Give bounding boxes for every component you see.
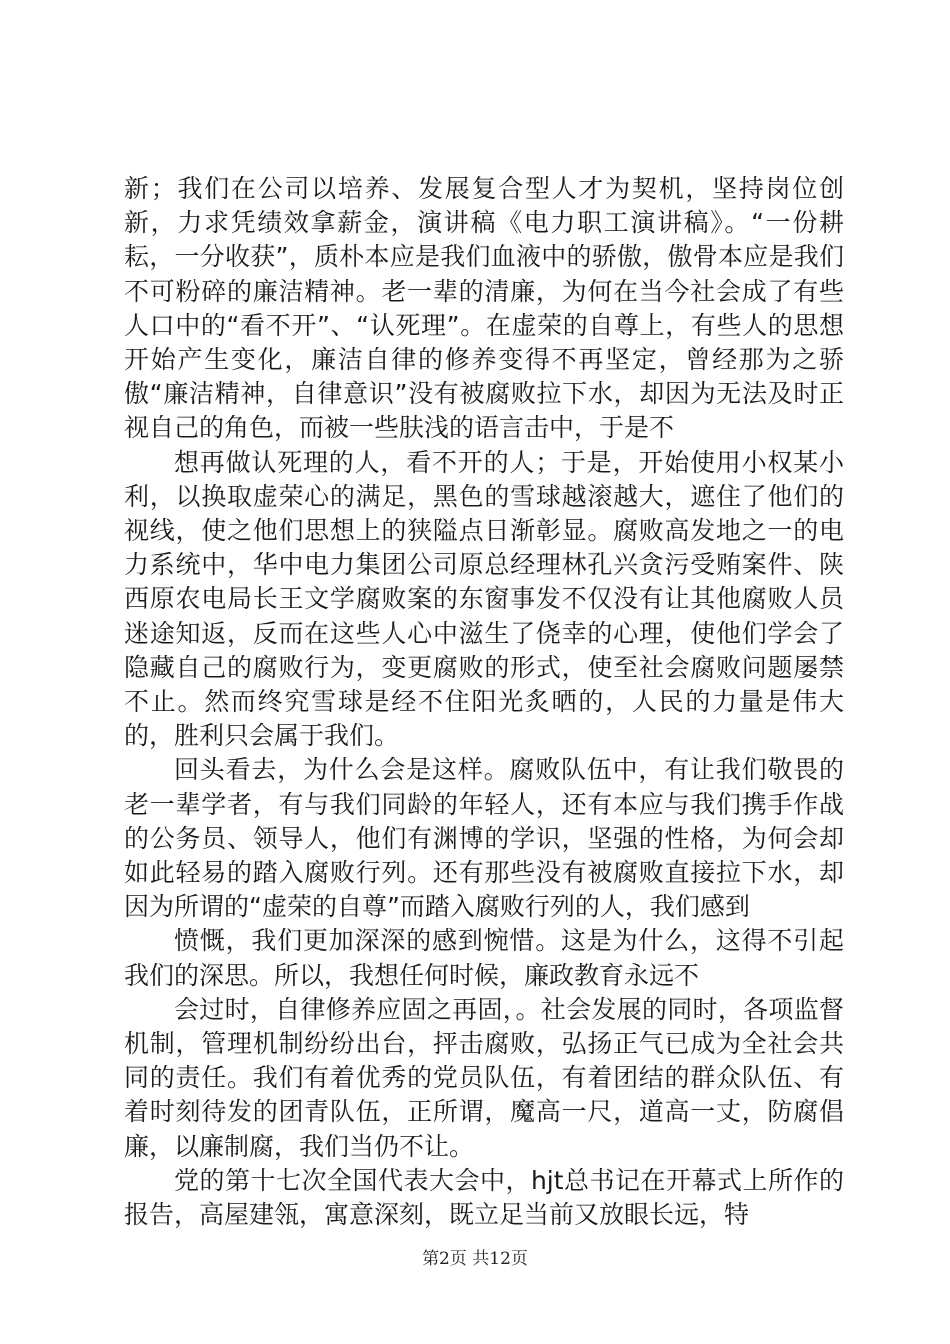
paragraph-4: 愤慨，我们更加深深的感到惋惜。这是为什么，这得不引起我们的深思。所以，我想任何时候，廉政教育永远不	[124, 926, 844, 990]
paragraph-6: 党的第十七次全国代表大会中，hjt总书记在开幕式上所作的报告，高屋建瓴，寓意深刻，既立足当前又放眼长远，特	[124, 1165, 844, 1230]
document-body	[124, 172, 844, 1232]
paragraph-2: 想再做认死理的人，看不开的人；于是，开始使用小权某小利，以换取虚荣心的满足，黑色的雪球越滚越大，遮住了他们的视线，使之他们思想上的狭隘点日渐彰显。腐败高发地之一的电力系统中，华中电力集团公司原总经理林孔兴贪污受贿案件、陕西原农电局长王文学腐败案的东窗事发不仅没有让其他腐败人员迷途知返，反而在这些人心中滋生了侥幸的心理，使他们学会了隐藏自己的腐败行为，变更腐败的形式，使至社会腐败问题屡禁不止。然而终究雪球是经不住阳光炙晒的，人民的力量是伟大的，胜利只会属于我们。	[124, 447, 844, 751]
paragraph-3: 回头看去，为什么会是这样。腐败队伍中，有让我们敬畏的老一辈学者，有与我们同龄的年轻人，还有本应与我们携手作战的公务员、领导人，他们有渊博的学识，坚强的性格，为何会却如此轻易的踏入腐败行列。还有那些没有被腐败直接拉下水，却因为所谓的“虚荣的自尊”而踏入腐败行列的人，我们感到	[124, 755, 844, 922]
page-number-footer: 第2页 共12页	[422, 1249, 528, 1269]
paragraph-5: 会过时，自律修养应固之再固，。社会发展的同时，各项监督机制，管理机制纷纷出台，抨击腐败，弘扬正气已成为全社会共同的责任。我们有着优秀的党员队伍，有着团结的群众队伍、有着时刻待发的团青队伍，正所谓，魔高一尺，道高一丈，防腐倡廉，以廉制腐，我们当仍不让。	[124, 994, 844, 1161]
paragraph-1: 新；我们在公司以培养、发展复合型人才为契机，坚持岗位创新，力求凭绩效拿薪金，演讲稿《电力职工演讲稿》。“一份耕耘，一分收获”，质朴本应是我们血液中的骄傲，傲骨本应是我们不可粉碎的廉洁精神。老一辈的清廉，为何在当今社会成了有些人口中的“看不开”、“认死理”。在虚荣的自尊上，有些人的思想开始产生变化，廉洁自律的修养变得不再坚定，曾经那为之骄傲“廉洁精神，自律意识”没有被腐败拉下水，却因为无法及时正视自己的角色，而被一些肤浅的语言击中，于是不	[124, 174, 844, 443]
